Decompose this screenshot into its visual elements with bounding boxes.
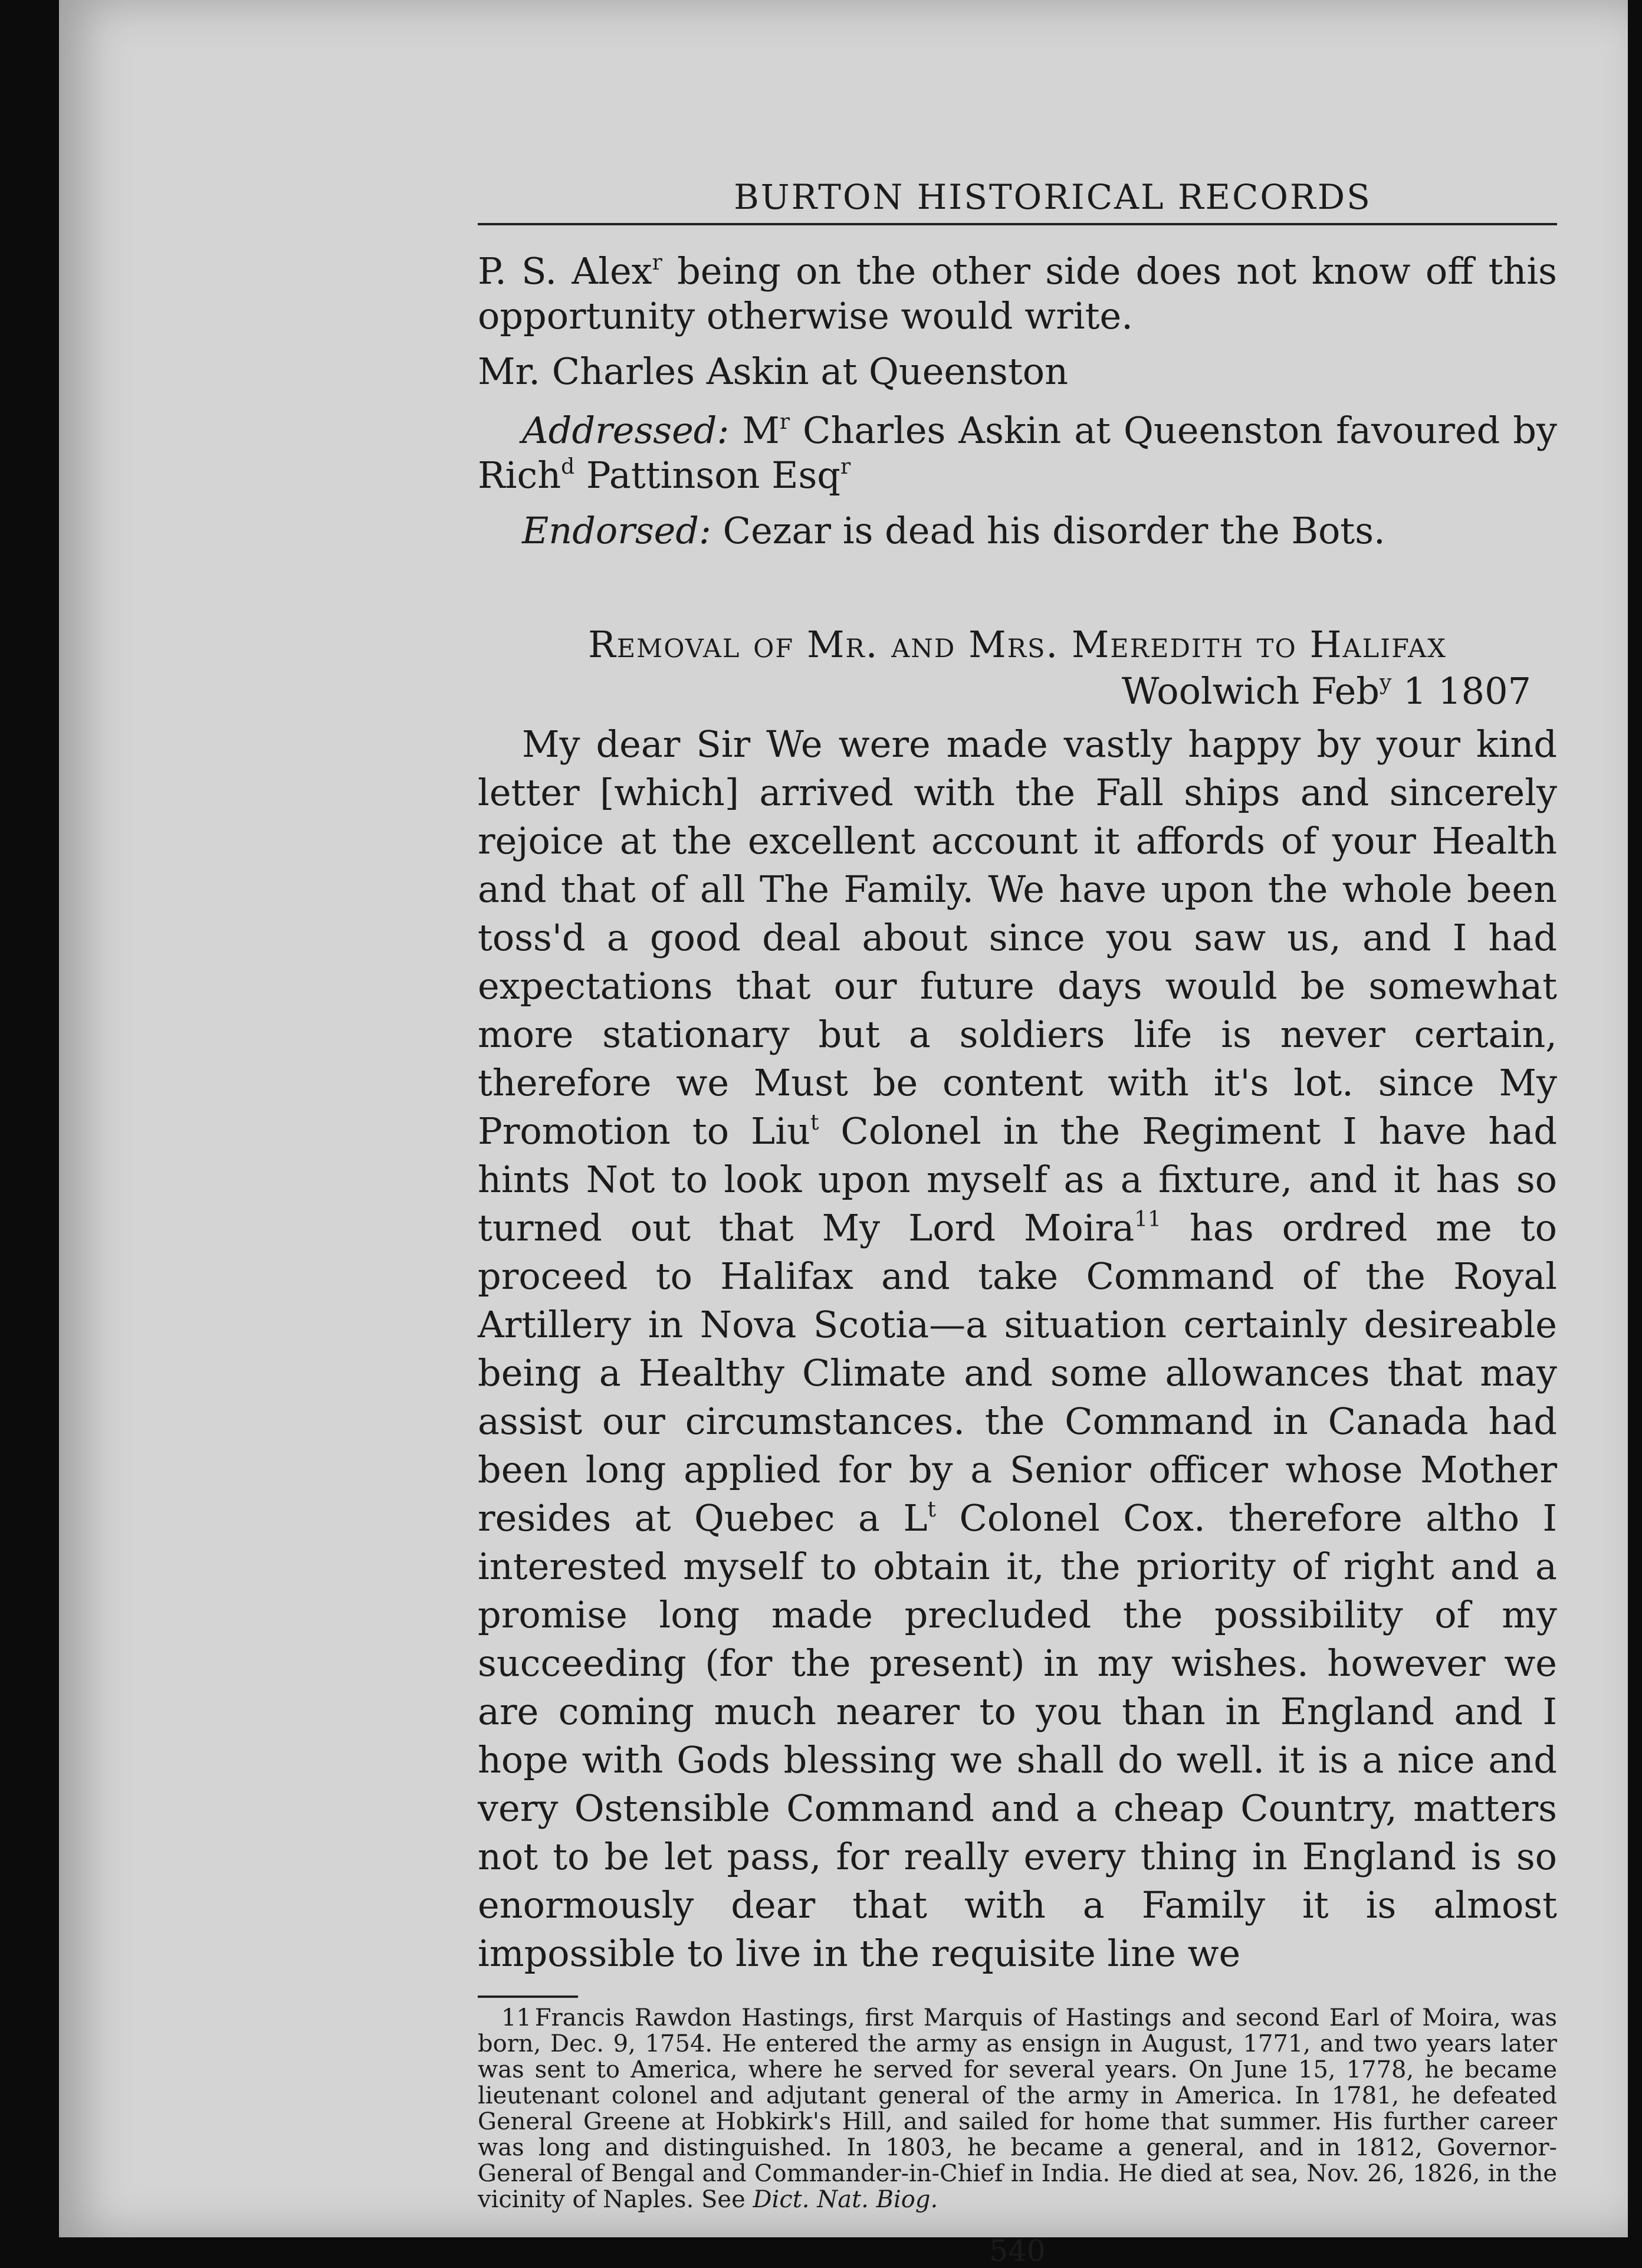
addressed-note: Addressed: $M^r$ Charles Askin at Queenston favoured by Rich$^d$ Pattinson Esq$^r$ bbox=[478, 409, 1557, 497]
addressed-label: Addressed: bbox=[522, 409, 730, 452]
page-number: 540 bbox=[989, 2234, 1046, 2268]
page-content bbox=[478, 177, 1557, 2268]
letter-paragraph: My dear Sir We were made vastly happy by your kind letter [which] arrived with the Fall ships and sincerely rejoice at the excellent account it affords of your Health and that of all The Family. We have upon the whole been toss'd a good deal about since you saw us, and I had expectations that our future days would be somewhat more stationary but a soldiers life is never certain, therefore we Must be content with it's lot. since My Promotion to Liu$^t$ Colonel in the Regiment I have had hints Not to look upon myself as a fixture, and it has so turned out that My Lord Moira$^{11}$ has ordred me to proceed to Halifax and take Command of the Royal Artillery in Nova Scotia—a situation certainly desireable being a Healthy Climate and some allowances that may assist our circumstances. the Command in Canada had been long applied for by a Senior officer whose Mother resides at Quebec a $L^t$ Colonel Cox. therefore altho I interested myself to obtain it, the priority of right and a promise long made precluded the possibility of my succeeding (for the present) in my wishes. however we are coming much nearer to you than in England and I hope with Gods blessing we shall do well. it is a nice and very Ostensible Command and a cheap Country, matters not to be let pass, for really every thing in England is so enormously dear that with a Family it is almost impossible to live in the requisite line we bbox=[478, 723, 1558, 1975]
book-page bbox=[59, 0, 1628, 2268]
addressee-line: Mr. Charles Askin at Queenston bbox=[478, 350, 1069, 393]
footnote: 11 Francis Rawdon Hastings, first Marquis of Hastings and second Earl of Moira, was born, Dec. 9, 1754. He entered the army as ensign in August, 1771, and two years later was sent to America, where he served for several years. On June 15, 1778, he became lieutenant colonel and adjutant general of the army in America. In 1781, he defeated General Greene at Hobkirk's Hill, and sailed for home that summer. His further career was long and distinguished. In 1803, he became a general, and in 1812, Governor-General of Bengal and Commander-in-Chief in India. He died at sea, Nov. 26, 1826, in the vicinity of Naples. See Dict. Nat. Biog. bbox=[478, 2004, 1557, 2213]
footnote-rule bbox=[478, 1995, 578, 1998]
section-title: Removal of Mr. and Mrs. Meredith to Halifax bbox=[588, 623, 1447, 666]
running-head: BURTON HISTORICAL RECORDS bbox=[478, 177, 1557, 225]
dateline: Woolwich Feb$^y$ 1 1807 bbox=[1121, 669, 1531, 713]
endorsed-note: Endorsed: Cezar is dead his disorder the Bots. bbox=[522, 509, 1385, 552]
footnote-citation: Dict. Nat. Biog. bbox=[753, 2186, 938, 2213]
endorsed-label: Endorsed: bbox=[522, 509, 711, 552]
letter-body bbox=[478, 720, 1557, 1978]
footnote-reference: 11 bbox=[1134, 1207, 1161, 1232]
footnote-number: 11 bbox=[501, 2004, 531, 2031]
postscript: P. S. Alex$^r$ being on the other side does not know off this opportunity otherwise would write. bbox=[478, 250, 1557, 337]
